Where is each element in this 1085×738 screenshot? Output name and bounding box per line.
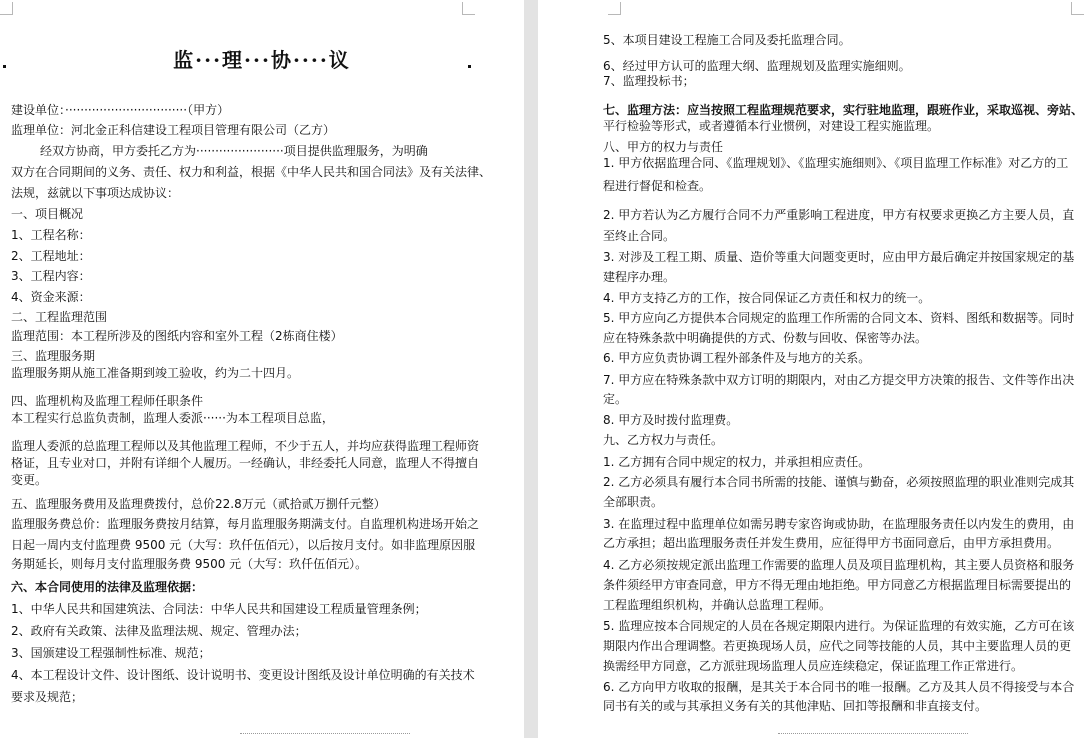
paragraph-line: 乙方承担；超出监理服务责任并发生费用，应征得甲方书面同意后，由甲方承担费用。 — [603, 536, 1060, 550]
list-item: 3、国颁建设工程强制性标准、规范； — [11, 646, 211, 660]
crop-mark-top-left — [608, 2, 621, 15]
list-item: 4. 甲方支持乙方的工作，按合同保证乙方责任和权力的统一。 — [603, 291, 931, 305]
list-item: 4. 乙方必须按规定派出监理工作需要的监理人员及项目监理机构，其主要人员资格和服务 — [603, 558, 1075, 572]
paragraph-line: 务期延长，则每月支付监理服务费 9500 元（大写：玖仟伍佰元）。 — [11, 557, 368, 571]
paragraph-line: 监理服务费总价：监理服务费按月结算，每月监理服务期满支付。自监理机构进场开始之 — [11, 517, 480, 531]
list-item: 7、监理投标书； — [603, 74, 695, 88]
page-gutter — [524, 0, 538, 738]
paragraph-line: 至终止合同。 — [603, 229, 676, 243]
crop-mark-top-left — [0, 2, 13, 15]
list-item: 6. 甲方应负责协调工程外部条件及与地方的关系。 — [603, 351, 871, 365]
section-heading: 八、甲方的权力与责任 — [603, 140, 724, 154]
list-item: 4、本工程设计文件、设计图纸、设计说明书、变更设计图纸及设计单位明确的有关技术 — [11, 668, 475, 682]
list-item: 3、工程内容： — [11, 269, 91, 283]
list-item: 5. 监理应按本合同规定的人员在各规定期限内进行。为保证监理的有效实施，乙方可在该 — [603, 619, 1075, 633]
list-item: 2、工程地址： — [11, 249, 91, 263]
section-heading: 九、乙方权力与责任。 — [603, 433, 724, 447]
paragraph-line: 期限内作出合理调整。若更换现场人员，应代之同等技能的人员，其中主要监理人员的更 — [603, 639, 1072, 653]
supervisor-line: 监理单位：河北金正科信建设工程项目管理有限公司（乙方） — [11, 123, 336, 137]
list-item: 2. 乙方必须具有履行本合同书所需的技能、谨慎与勤奋，必须按照监理的职业准则完成其 — [603, 475, 1075, 489]
crop-mark-top-right — [1071, 2, 1084, 15]
paragraph-line: 全部职责。 — [603, 495, 664, 509]
section-heading: 一、项目概况 — [11, 207, 84, 221]
paragraph-line: 格证，且专业对口，并附有详细个人履历。一经确认，非经委托人同意，监理人不得擅自 — [11, 456, 480, 470]
list-item: 2. 甲方若认为乙方履行合同不力严重影响工程进度，甲方有权要求更换乙方主要人员，直 — [603, 208, 1075, 222]
document-page-right[interactable] — [538, 0, 1085, 738]
list-item: 6、经过甲方认可的监理大纲、监理规划及监理实施细则。 — [603, 59, 911, 73]
paragraph-line: 双方在合同期间的义务、责任、权力和利益，根据《中华人民共和国合同法》及有关法律、 — [11, 165, 492, 179]
page-footer-dots — [240, 733, 410, 735]
section-heading: 四、监理机构及监理工程师任职条件 — [11, 394, 204, 408]
section-heading: 五、监理服务费用及监理费拨付，总价22.8万元（贰拾贰万捌仟元整） — [11, 497, 386, 511]
paragraph-line: 条件须经甲方审查同意，甲方不得无理由地拒绝。甲方同意乙方根据监理目标需要提出的 — [603, 578, 1072, 592]
paragraph-line: 日起一周内支付监理费 9500 元（大写：玖仟伍佰元），以后按月支付。如非监理原因服 — [11, 538, 476, 552]
paragraph-line: 经双方协商，甲方委托乙方为·······················项目提供监理服务，为明确 — [40, 144, 428, 158]
paragraph-line: 监理服务期从施工准备期到竣工验收，约为二十四月。 — [11, 366, 300, 380]
page-footer-dots — [778, 733, 968, 735]
paragraph-line: 建程序办理。 — [603, 270, 676, 284]
paragraph-line: 程进行督促和检查。 — [603, 179, 712, 193]
list-item: 3. 在监理过程中监理单位如需另聘专家咨询或协助，在监理服务责任以内发生的费用，由 — [603, 517, 1075, 531]
list-item: 1. 甲方依据监理合同、《监理规划》、《监理实施细则》、《项目监理工作标准》对乙方的工 — [603, 156, 1069, 170]
list-item: 1. 乙方拥有合同中规定的权力，并承担相应责任。 — [603, 455, 871, 469]
client-line: 建设单位：································（甲方） — [11, 103, 230, 117]
list-item: 2、政府有关政策、法律及监理法规、规定、管理办法； — [11, 624, 307, 638]
section-heading: 三、监理服务期 — [11, 349, 96, 363]
list-item: 要求及规范； — [11, 690, 84, 704]
paragraph-line: 变更。 — [11, 473, 48, 487]
section-heading: 六、本合同使用的法律及监理依据： — [11, 580, 204, 594]
document-page-left[interactable] — [0, 0, 524, 738]
crop-mark-top-right — [462, 2, 475, 15]
paragraph-line: 监理范围：本工程所涉及的图纸内容和室外工程（2栋商住楼） — [11, 329, 343, 343]
paragraph-line: 换需经甲方同意，乙方派驻现场监理人员应连续稳定，保证监理工作正常进行。 — [603, 659, 1024, 673]
section-heading: 二、工程监理范围 — [11, 310, 108, 324]
section-heading: 七、监理方法：应当按照工程监理规范要求，实行驻地监理，跟班作业，采取巡视、旁站、 — [603, 103, 1084, 117]
paragraph-line: 定。 — [603, 392, 628, 406]
paragraph-line: 平行检验等形式，或者遵循本行业惯例，对建设工程实施监理。 — [603, 119, 940, 133]
list-item: 1、工程名称： — [11, 228, 91, 242]
document-title: 监···理···协····议 — [173, 48, 351, 72]
list-item: 7. 甲方应在特殊条款中双方订明的期限内，对由乙方提交甲方决策的报告、文件等作出决 — [603, 373, 1075, 387]
list-item: 5、本项目建设工程施工合同及委托监理合同。 — [603, 33, 851, 47]
paragraph-line: 本工程实行总监负责制，监理人委派······为本工程项目总监， — [11, 411, 334, 425]
list-item: 3. 对涉及工程工期、质量、造价等重大问题变更时，应由甲方最后确定并按国家规定的基 — [603, 250, 1075, 264]
paragraph-line: 监理人委派的总监理工程师以及其他监理工程师，不少于五人，并均应获得监理工程师资 — [11, 439, 480, 453]
list-item: 6. 乙方向甲方收取的报酬，是其关于本合同书的唯一报酬。乙方及其人员不得接受与本合 — [603, 680, 1075, 694]
list-item: 5. 甲方应向乙方提供本合同规定的监理工作所需的合同文本、资料、图纸和数据等。同时 — [603, 311, 1075, 325]
paragraph-line: 工程监理组织机构，并确认总监理工程师。 — [603, 598, 832, 612]
paragraph-line: 应在特殊条款中明确提供的方式、份数与回收、保密等办法。 — [603, 331, 928, 345]
paragraph-line: 同书有关的或与其承担义务有关的其他津贴、回扣等报酬和非直接支付。 — [603, 699, 988, 713]
list-item: 4、资金来源： — [11, 290, 91, 304]
paragraph-line: 法规，兹就以下事项达成协议： — [11, 186, 180, 200]
list-item: 8. 甲方及时拨付监理费。 — [603, 413, 739, 427]
list-item: 1、中华人民共和国建筑法、合同法：中华人民共和国建设工程质量管理条例； — [11, 602, 427, 616]
